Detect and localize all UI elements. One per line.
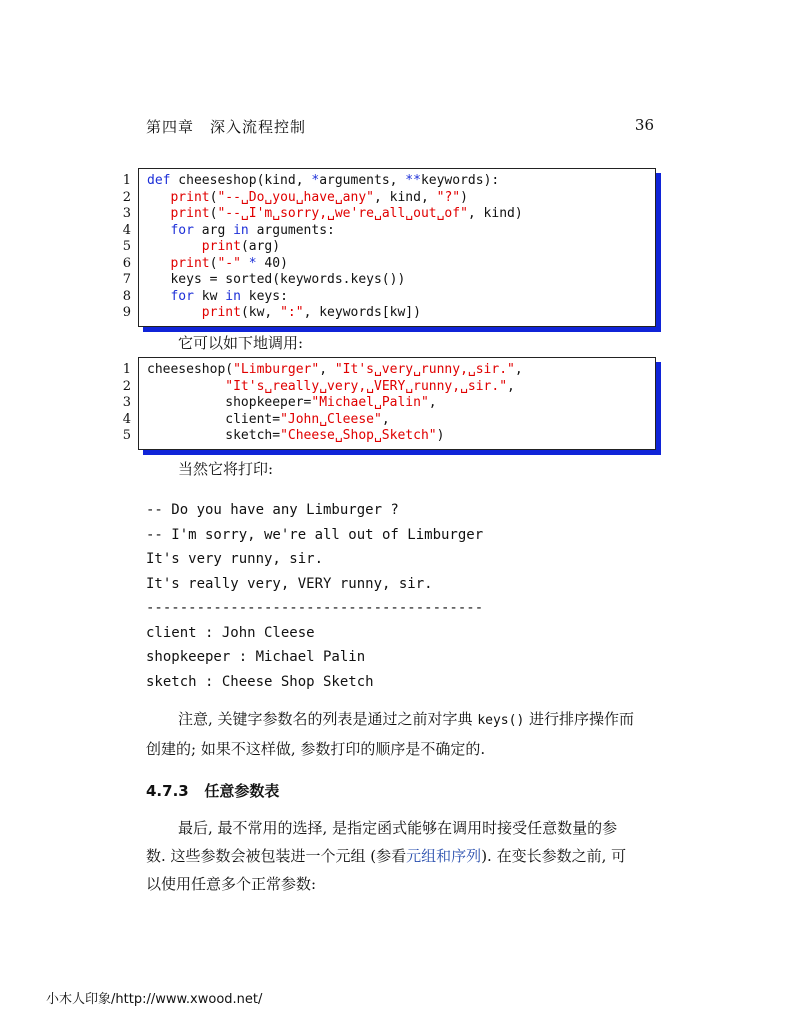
paragraph-final (146, 814, 666, 898)
note-text-3: 创建的; 如果不这样做, 参数打印的顺序是不确定的. (146, 740, 486, 758)
code1-line (122, 255, 655, 273)
code1-line (122, 239, 655, 256)
code1-line (122, 189, 655, 207)
line-number: 1 (122, 362, 131, 377)
output-line: -- I'm sorry, we're all out of Limburger (146, 527, 484, 543)
code2-line (122, 378, 655, 396)
code-text: def cheeseshop(kind, *arguments, **keywords): (147, 173, 500, 188)
line-number: 8 (122, 288, 131, 304)
code2-line (122, 395, 655, 412)
line-number: 7 (122, 272, 131, 287)
note-code-keys: keys() (477, 713, 525, 728)
note-text-1: 注意, 关键字参数名的列表是通过之前对字典 (178, 710, 478, 728)
line-number: 4 (122, 411, 131, 427)
output-line: It's very runny, sir. (146, 551, 324, 567)
code-text: print("-" * 40) (170, 255, 288, 271)
output-line: ---------------------------------------- (146, 600, 484, 616)
code-text: for arg in arguments: (170, 222, 335, 238)
code1-line (122, 272, 655, 289)
line-number: 4 (122, 222, 131, 238)
code-text: print("--␣I'm␣sorry,␣we're␣all␣out␣of", kind) (170, 206, 523, 221)
code2-line (122, 362, 655, 379)
line-number: 5 (122, 428, 131, 443)
code-text: for kw in keys: (170, 288, 288, 304)
code1-line (122, 222, 655, 240)
code1-line (122, 173, 655, 190)
section-title: 任意参数表 (204, 782, 280, 800)
footer-watermark: 小木人印象/http://www.xwood.net/ (46, 992, 263, 1007)
code-text: cheeseshop("Limburger", "It's␣very␣runny,␣sir.", (147, 362, 523, 377)
code2-line (122, 428, 655, 445)
line-number: 1 (122, 173, 131, 188)
note-text-2: 进行排序操作而 (524, 710, 635, 728)
line-number: 2 (122, 378, 131, 394)
code-text: "It's␣really␣very,␣VERY␣runny,␣sir.", (225, 378, 515, 394)
line-number: 3 (122, 395, 131, 410)
code1-line (122, 206, 655, 223)
code-text: client="John␣Cleese", (147, 411, 390, 427)
final-line-3: 以使用任意多个正常参数: (146, 875, 317, 893)
final-text-2b: ). 在变长参数之前, 可 (481, 847, 627, 865)
line-number: 9 (122, 305, 131, 320)
page-number: 36 (634, 116, 654, 134)
final-line-2 (146, 842, 666, 870)
section-number: 4.7.3 (146, 782, 189, 800)
output-line: It's really very, VERY runny, sir. (146, 576, 433, 592)
line-number: 3 (122, 206, 131, 221)
code-text: print("--␣Do␣you␣have␣any", kind, "?") (170, 189, 468, 205)
code-text: sketch="Cheese␣Shop␣Sketch") (147, 428, 445, 443)
output-line: shopkeeper : Michael Palin (146, 649, 366, 665)
output-line: client : John Cleese (146, 625, 315, 641)
paragraph-call-intro: 它可以如下地调用: (178, 334, 304, 352)
paragraph-print-intro: 当然它将打印: (178, 460, 274, 478)
line-number: 5 (122, 239, 131, 254)
section-heading (146, 780, 279, 801)
code-text: print(kw, ":", keywords[kw]) (201, 305, 421, 320)
code-listing-call (122, 357, 656, 450)
final-line-1: 最后, 最不常用的选择, 是指定函式能够在调用时接受任意数量的参 (178, 819, 618, 837)
output-line: sketch : Cheese Shop Sketch (146, 674, 374, 690)
page-header (146, 116, 654, 138)
chapter-title: 第四章 深入流程控制 (146, 118, 307, 136)
code2-line (122, 411, 655, 429)
final-text-2a: 数. 这些参数会被包装进一个元组 (参看 (146, 847, 407, 865)
code1-line (122, 305, 655, 322)
code-text: print(arg) (201, 239, 281, 254)
code-text: shopkeeper="Michael␣Palin", (147, 395, 437, 410)
line-number: 6 (122, 255, 131, 271)
link-tuples-sequences[interactable]: 元组和序列 (406, 847, 482, 865)
output-line: -- Do you have any Limburger ? (146, 502, 399, 518)
paragraph-note (146, 705, 666, 763)
code-text: keys = sorted(keywords.keys()) (147, 272, 406, 287)
code-listing-definition (122, 168, 656, 327)
line-number: 2 (122, 189, 131, 205)
code1-line (122, 288, 655, 306)
